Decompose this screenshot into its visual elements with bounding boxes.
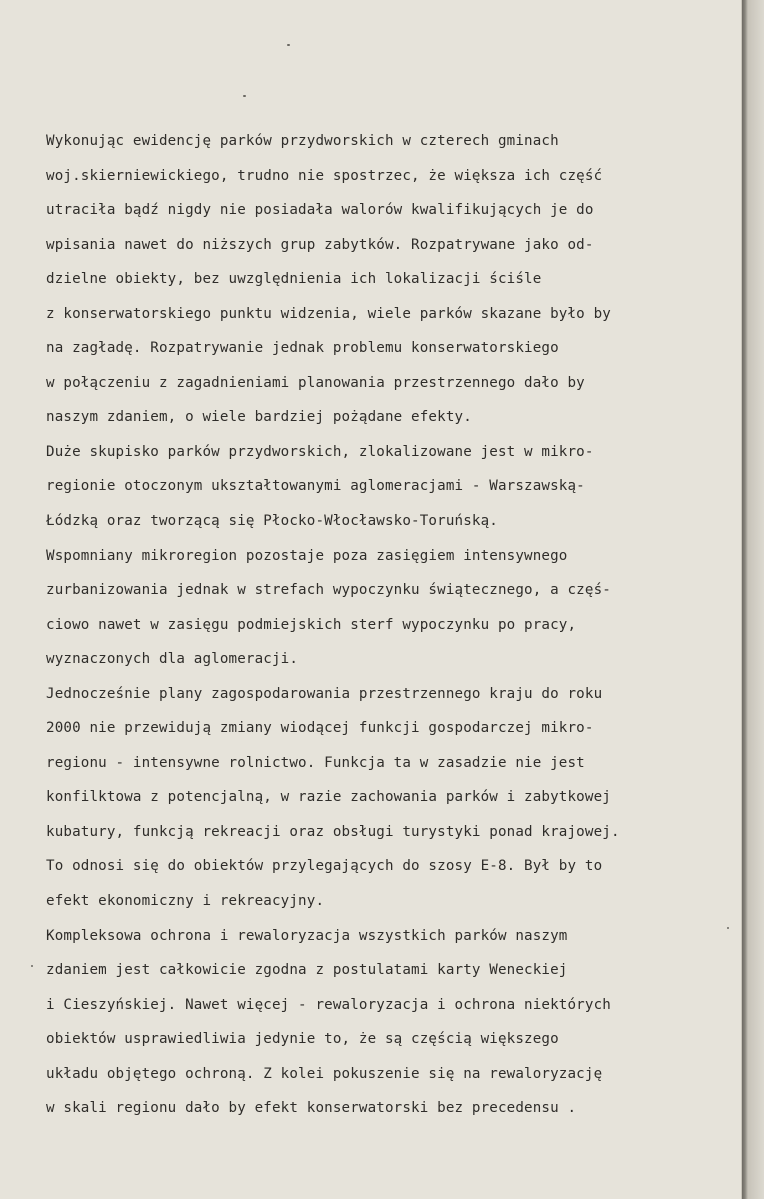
text-line: regionu - intensywne rolnictwo. Funkcja ta w zasadzie nie jest — [46, 754, 585, 771]
text-line: wyznaczonych dla aglomeracji. — [46, 651, 299, 668]
page-edge-shadow — [742, 0, 764, 1199]
text-line: Łódzką oraz tworzącą się Płocko-Włocławsko-Toruńską. — [46, 513, 498, 530]
text-line: i Cieszyńskiej. Nawet więcej - rewaloryzacja i ochrona niektórych — [46, 996, 611, 1013]
text-line: woj.skierniewickiego, trudno nie spostrzec, że większa ich część — [46, 167, 603, 184]
text-line: Wykonując ewidencję parków przydworskich w czterech gminach — [46, 133, 559, 149]
text-line: w połączeniu z zagadnieniami planowania przestrzennego dało by — [46, 374, 585, 391]
typed-text-body — [46, 124, 736, 1126]
text-line: To odnosi się do obiektów przylegających do szosy E-8. Był by to — [46, 858, 603, 875]
text-line: w skali regionu dało by efekt konserwatorski bez precedensu . — [46, 1100, 577, 1117]
text-line: Duże skupisko parków przydworskich, zlokalizowane jest w mikro- — [46, 443, 594, 460]
text-line: regionie otoczonym ukształtowanymi aglomeracjami - Warszawską- — [46, 478, 585, 495]
text-line: zurbanizowania jednak w strefach wypoczynku świątecznego, a częś- — [46, 582, 611, 599]
text-line: efekt ekonomiczny i rekreacyjny. — [46, 893, 325, 910]
text-line: wpisania nawet do niższych grup zabytków. Rozpatrywane jako od- — [46, 236, 594, 253]
ink-speck — [243, 95, 246, 97]
text-line: dzielne obiekty, bez uwzględnienia ich lokalizacji ściśle — [46, 271, 542, 288]
text-line: Kompleksowa ochrona i rewaloryzacja wszystkich parków naszym — [46, 927, 568, 944]
text-line: kubatury, funkcją rekreacji oraz obsługi turystyki ponad krajowej. — [46, 823, 620, 840]
text-line: z konserwatorskiego punktu widzenia, wiele parków skazane było by — [46, 305, 611, 322]
ink-speck — [31, 965, 33, 967]
text-line: Jednocześnie plany zagospodarowania przestrzennego kraju do roku — [46, 685, 603, 702]
text-line: obiektów usprawiedliwia jedynie to, że są częścią większego — [46, 1031, 559, 1048]
text-line: konfilktowa z potencjalną, w razie zachowania parków i zabytkowej — [46, 789, 611, 806]
text-line: 2000 nie przewidują zmiany wiodącej funkcji gospodarczej mikro- — [46, 720, 594, 737]
text-line: utraciła bądź nigdy nie posiadała walorów kwalifikujących je do — [46, 202, 594, 219]
ink-speck — [287, 44, 290, 46]
text-line: na zagładę. Rozpatrywanie jednak problemu konserwatorskiego — [46, 340, 559, 357]
text-line: ciowo nawet w zasięgu podmiejskich sterf wypoczynku po pracy, — [46, 616, 577, 633]
text-line: zdaniem jest całkowicie zgodna z postulatami karty Weneckiej — [46, 962, 568, 979]
text-line: naszym zdaniem, o wiele bardziej pożądane efekty. — [46, 409, 472, 426]
text-line: układu objętego ochroną. Z kolei pokuszenie się na rewaloryzację — [46, 1065, 603, 1082]
text-line: Wspomniany mikroregion pozostaje poza zasięgiem intensywnego — [46, 547, 568, 564]
